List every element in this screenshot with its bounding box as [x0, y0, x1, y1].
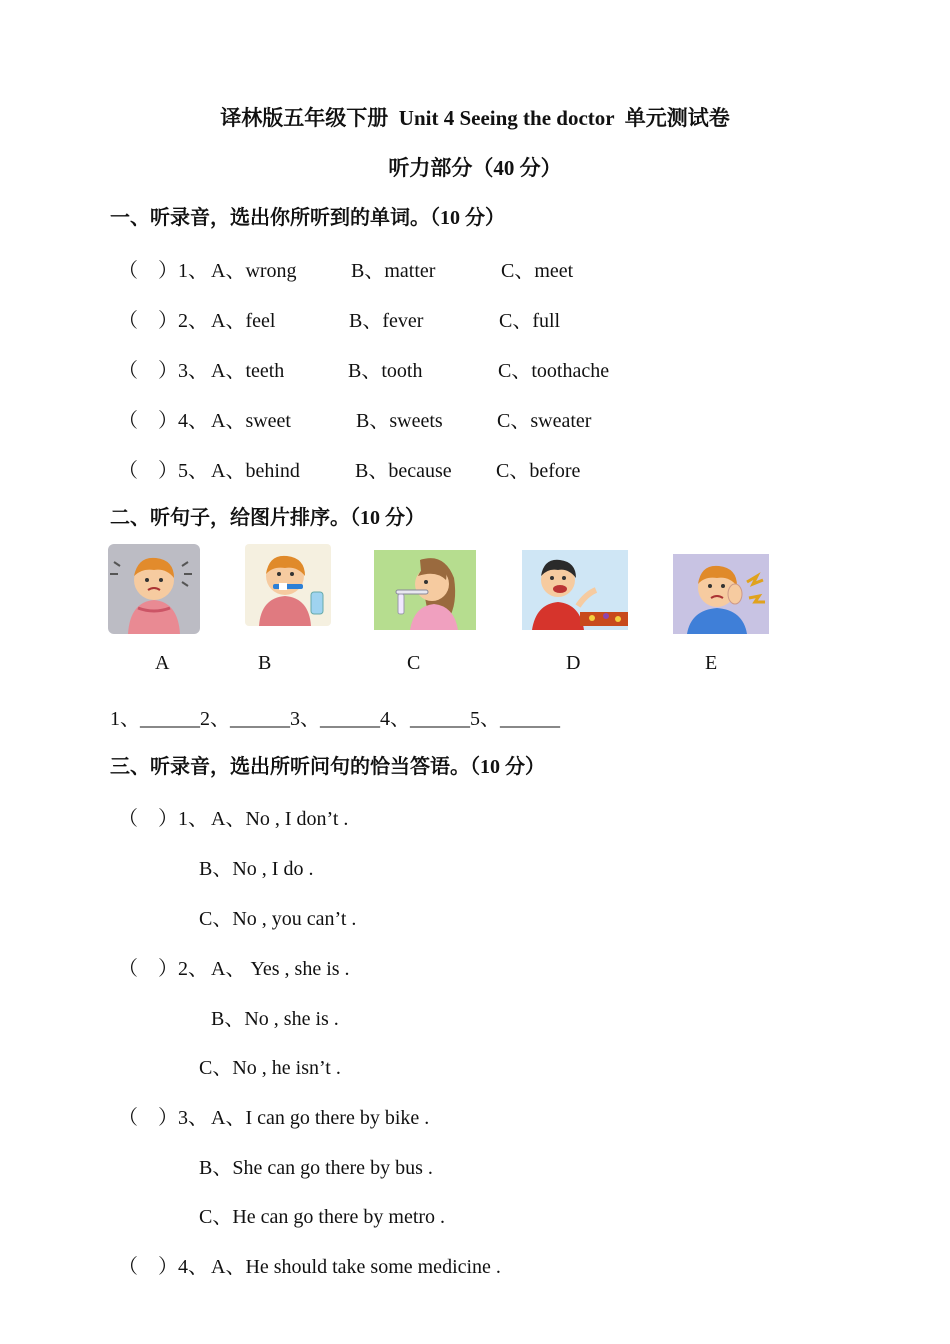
- s1-q4-prefix: （ ）4、: [118, 410, 208, 432]
- s3-q1-option-a: A、No , I don’t .: [211, 808, 349, 830]
- s1-q2-option-a: A、feel: [211, 310, 276, 332]
- cold-shivering-boy-icon: [108, 544, 200, 634]
- picture-label-b: B: [258, 652, 272, 674]
- s1-q5-option-c: C、before: [496, 460, 581, 482]
- s1-q2-prefix: （ ）2、: [118, 310, 208, 332]
- section3-heading: 三、听录音，选出所听问句的恰当答语。（10 分）: [110, 756, 545, 778]
- boy-toothache-icon: [673, 554, 769, 634]
- s3-q1-option-b: B、No , I do .: [199, 858, 314, 880]
- page-title: 译林版五年级下册 Unit 4 Seeing the doctor 单元测试卷: [220, 106, 730, 130]
- s3-q3-option-a: A、I can go there by bike .: [211, 1107, 430, 1129]
- s3-q2-prefix: （ ）2、: [118, 958, 208, 980]
- s1-q3-option-a: A、teeth: [211, 360, 285, 382]
- s3-q1-option-c: C、No , you can’t .: [199, 908, 357, 930]
- s1-q3-option-b: B、tooth: [348, 360, 423, 382]
- s3-q2-option-b: B、No , she is .: [211, 1008, 339, 1030]
- s1-q3-option-c: C、toothache: [498, 360, 610, 382]
- picture-label-d: D: [566, 652, 581, 674]
- s3-q4-prefix: （ ）4、: [118, 1256, 208, 1278]
- picture-label-e: E: [705, 652, 718, 674]
- s3-q1-prefix: （ ）1、: [118, 808, 208, 830]
- picture-label-c: C: [407, 652, 421, 674]
- s3-q2-option-c: C、No , he isn’t .: [199, 1057, 341, 1079]
- s1-q4-option-a: A、sweet: [211, 410, 291, 432]
- s1-q1-option-a: A、wrong: [211, 260, 297, 282]
- s1-q4-option-b: B、sweets: [356, 410, 443, 432]
- picture-label-a: A: [155, 652, 170, 674]
- girl-brushing-teeth-icon: [374, 550, 476, 630]
- s3-q4-option-a: A、He should take some medicine .: [211, 1256, 501, 1278]
- s3-q2-option-a: A、 Yes , she is .: [211, 958, 350, 980]
- s1-q2-option-c: C、full: [499, 310, 561, 332]
- picture-order-answer-line: 1、______2、______3、______4、______5、______: [110, 708, 560, 730]
- s1-q4-option-c: C、sweater: [497, 410, 592, 432]
- section1-heading: 一、听录音，选出你所听到的单词。（10 分）: [110, 207, 505, 229]
- s1-q2-option-b: B、fever: [349, 310, 424, 332]
- s1-q5-option-b: B、because: [355, 460, 452, 482]
- s3-q3-option-c: C、He can go there by metro .: [199, 1206, 446, 1228]
- section2-heading: 二、听句子，给图片排序。（10 分）: [110, 507, 425, 529]
- boy-brushing-teeth-icon: [245, 544, 331, 626]
- s1-q5-option-a: A、behind: [211, 460, 300, 482]
- s1-q1-option-c: C、meet: [501, 260, 574, 282]
- page-subtitle: 听力部分（40 分）: [388, 156, 562, 180]
- s1-q1-prefix: （ ）1、: [118, 260, 208, 282]
- s3-q3-option-b: B、She can go there by bus .: [199, 1157, 433, 1179]
- s1-q3-prefix: （ ）3、: [118, 360, 208, 382]
- s1-q5-prefix: （ ）5、: [118, 460, 208, 482]
- boy-eating-sweets-icon: [522, 550, 628, 630]
- s3-q3-prefix: （ ）3、: [118, 1107, 208, 1129]
- s1-q1-option-b: B、matter: [351, 260, 436, 282]
